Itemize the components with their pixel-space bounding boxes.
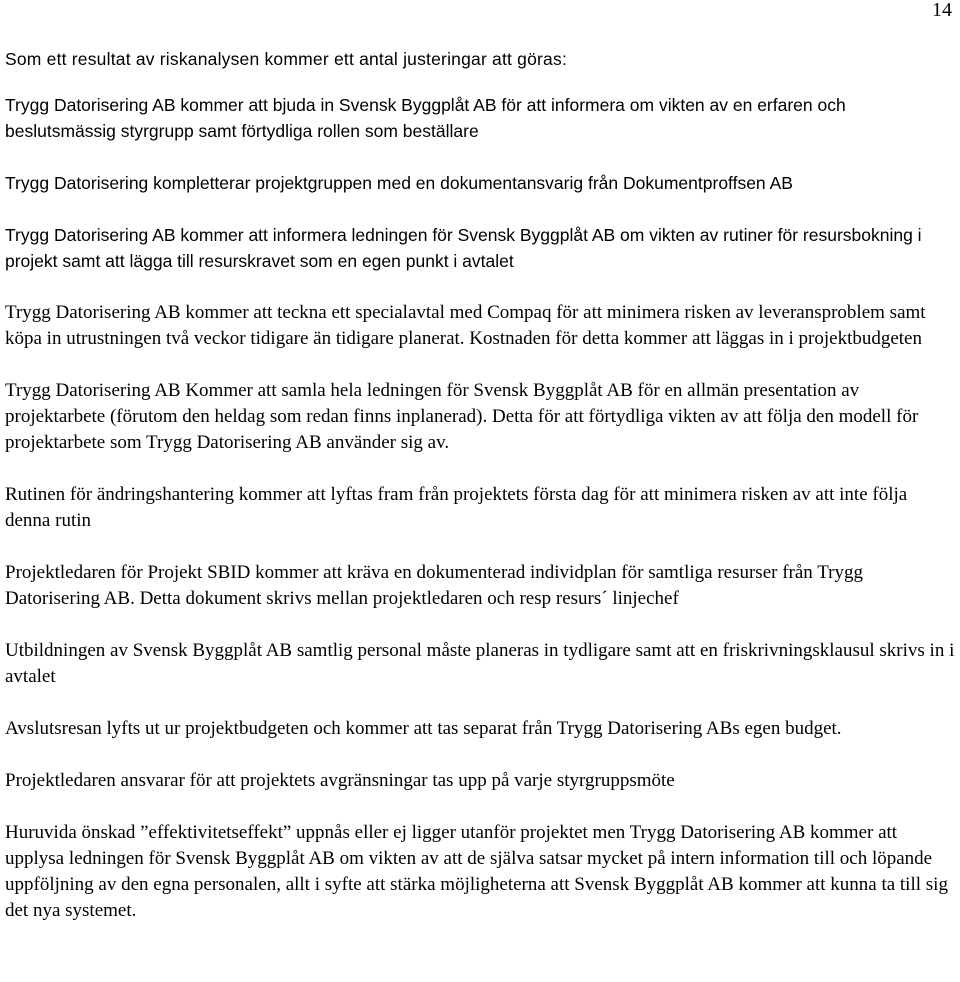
paragraph-training: Utbildningen av Svensk Byggplåt AB samtlig personal måste planeras in tydligare samt att en friskrivningsklausul skrivs in i avtalet	[5, 640, 955, 687]
paragraph-individual-plan: Projektledaren för Projekt SBID kommer att kräva en dokumenterad individplan för samtliga resurser från Trygg Datorisering AB. Detta dokument skrivs mellan projektledaren och resp resurs´ linjechef	[5, 562, 863, 609]
paragraph-compaq-agreement: Trygg Datorisering AB kommer att teckna ett specialavtal med Compaq för att minimera risken av leveransproblem samt köpa in utrustningen två veckor tidigare än tidigare planerat. Kostnaden för detta kommer att läggas in i projektbudgeten	[5, 302, 926, 349]
paragraph-document-manager: Trygg Datorisering kompletterar projektgruppen med en dokumentansvarig från Dokumentproffsen AB	[5, 173, 793, 193]
paragraph-scope-meetings: Projektledaren ansvarar för att projektets avgränsningar tas upp på varje styrgruppsmöte	[5, 770, 675, 791]
document-body	[5, 46, 957, 950]
paragraph-change-management: Rutinen för ändringshantering kommer att lyftas fram från projektets första dag för att minimera risken av att inte följa denna rutin	[5, 484, 908, 531]
page-number: 14	[932, 0, 952, 21]
intro-paragraph: Som ett resultat av riskanalysen kommer ett antal justeringar att göras:	[5, 49, 568, 69]
paragraph-invite-byggplat: Trygg Datorisering AB kommer att bjuda in Svensk Byggplåt AB för att informera om vikten av en erfaren och beslutsmässig styrgrupp samt förtydliga rollen som beställare	[5, 95, 846, 141]
paragraph-resource-booking: Trygg Datorisering AB kommer att informera ledningen för Svensk Byggplåt AB om vikten av rutiner för resursbokning i projekt samt att lägga till resurskravet som en egen punkt i avtalet	[5, 225, 922, 271]
paragraph-management-presentation: Trygg Datorisering AB Kommer att samla hela ledningen för Svensk Byggplåt AB för en allmän presentation av projektarbete (förutom den heldag som redan finns inplanerad). Detta för att förtydliga vikten av att följa den modell för projektarbete som Trygg Datorisering AB använder sig av.	[5, 380, 919, 453]
paragraph-closing-trip: Avslutsresan lyfts ut ur projektbudgeten och kommer att tas separat från Trygg Datorisering ABs egen budget.	[5, 718, 842, 739]
paragraph-effectiveness: Huruvida önskad ”effektivitetseffekt” uppnås eller ej ligger utanför projektet men Trygg Datorisering AB kommer att upplysa ledningen för Svensk Byggplåt AB om vikten av att de själva satsar mycket på intern information till och löpande uppföljning av den egna personalen, allt i syfte att stärka möjligheterna att Svensk Byggplåt AB kommer att kunna ta till sig det nya systemet.	[5, 822, 948, 921]
